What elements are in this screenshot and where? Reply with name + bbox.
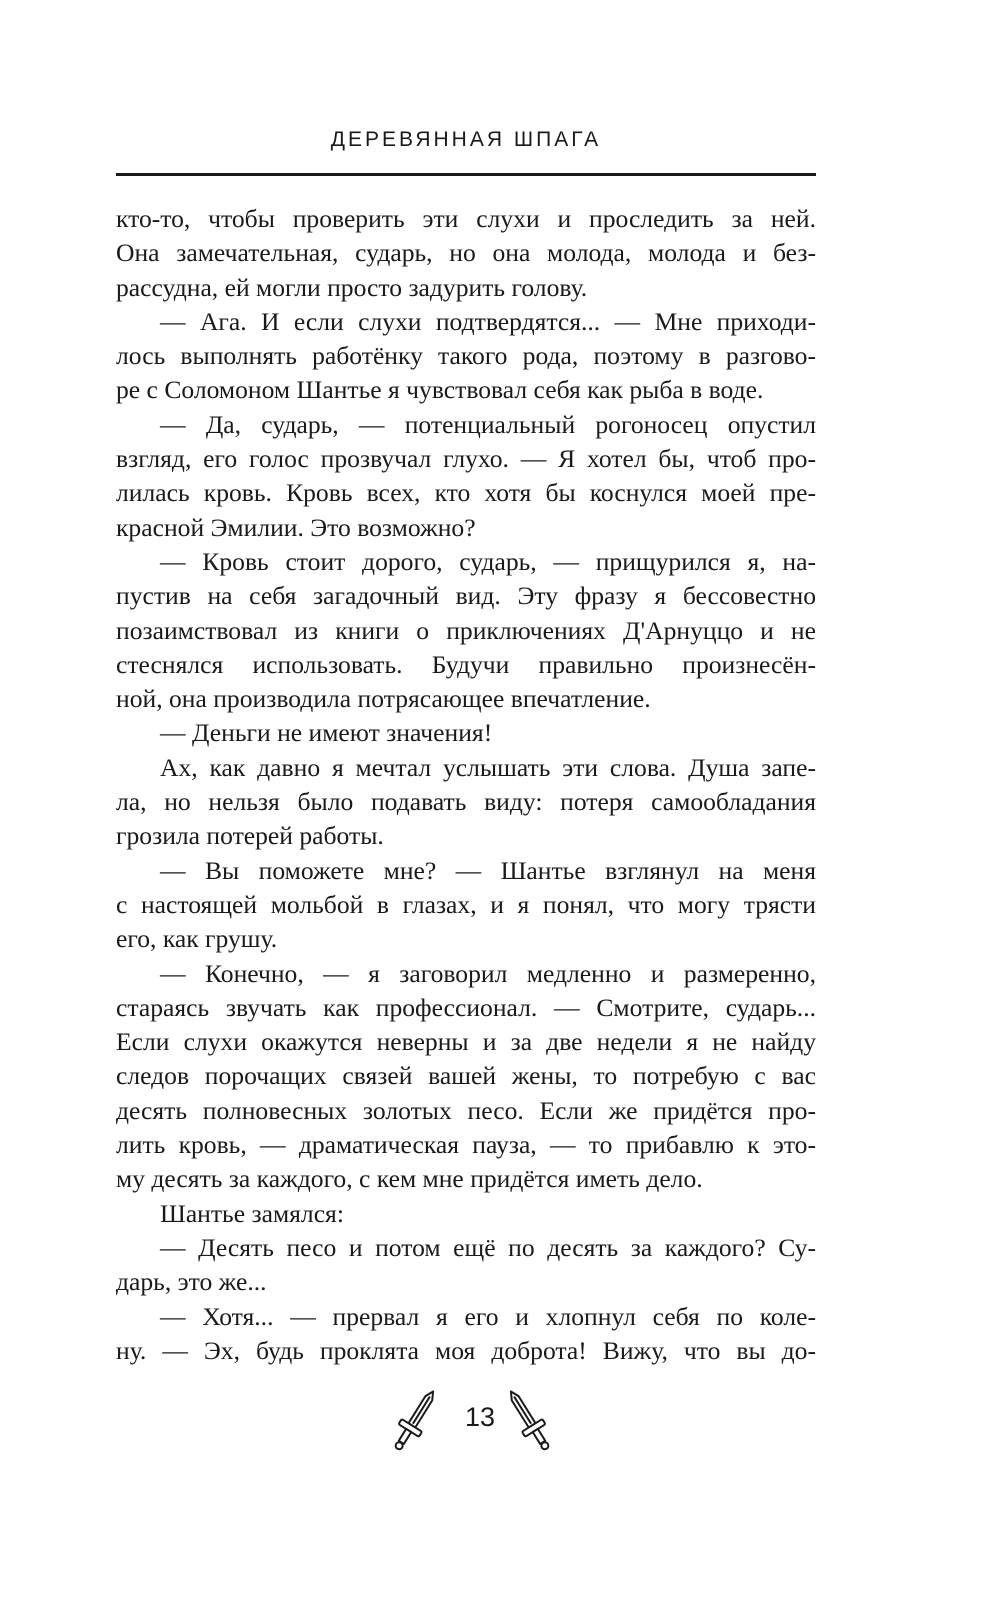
text-line: взгляд, его голос прозвучал глухо. — Я хотел бы, чтоб про-	[116, 444, 816, 474]
page-footer	[0, 1384, 1000, 1460]
text-line: кто-то, чтобы проверить эти слухи и проследить за ней.	[116, 204, 816, 233]
text-line: — Ага. И если слухи подтвердятся... — Мне приходи-	[160, 306, 816, 336]
body-text	[116, 202, 816, 1368]
text-line: стараясь звучать как профессионал. — Смотрите, сударь...	[116, 992, 816, 1022]
text-line: — Вы поможете мне? — Шантье взглянул на меня	[160, 855, 816, 885]
text-line: — Да, сударь, — потенциальный рогоносец опустил	[160, 409, 816, 439]
text-line: дарь, это же...	[116, 1267, 267, 1297]
text-line: ла, но нельзя было подавать виду: потеря самообладания	[116, 787, 816, 817]
text-line: — Деньги не имеют значения!	[160, 718, 493, 748]
running-head-title: ДЕРЕВЯННАЯ ШПАГА	[330, 128, 602, 151]
page-number: 13	[464, 1402, 496, 1432]
text-line: его, как грушу.	[116, 924, 278, 954]
text-line: — Десять песо и потом ещё по десять за каждого? Су-	[160, 1232, 816, 1262]
text-line: Если слухи окажутся неверны и за две недели я не найду	[116, 1027, 816, 1057]
wooden-sword-icon	[500, 1384, 560, 1460]
text-line: лилась кровь. Кровь всех, кто хотя бы коснулся моей пре-	[116, 478, 816, 508]
text-line: грозила потерей работы.	[116, 821, 384, 851]
text-line: ну. — Эх, будь проклята моя доброта! Вижу, что вы до-	[116, 1335, 816, 1365]
text-line: десять полновесных золотых песо. Если же придётся про-	[116, 1095, 816, 1125]
text-line: Она замечательная, сударь, но она молода, молода и без-	[116, 238, 816, 268]
wooden-sword-icon	[384, 1384, 444, 1460]
text-line: — Хотя... — прервал я его и хлопнул себя по коле-	[160, 1301, 816, 1331]
text-line: ре с Соломоном Шантье я чувствовал себя как рыба в воде.	[116, 375, 764, 405]
text-line: следов порочащих связей вашей жены, то потребую с вас	[116, 1061, 816, 1091]
text-line: ной, она производила потрясающее впечатление.	[116, 684, 651, 714]
header-rule	[116, 173, 816, 176]
text-line: — Кровь стоит дорого, сударь, — прищурился я, на-	[160, 546, 816, 576]
text-line: стеснялся использовать. Будучи правильно произнесён-	[116, 649, 816, 679]
text-line: пустив на себя загадочный вид. Эту фразу я бессовестно	[116, 581, 816, 611]
text-line: рассудна, ей могли просто задурить голову.	[116, 272, 588, 302]
text-line: Ах, как давно я мечтал услышать эти слова. Душа запе-	[160, 752, 816, 782]
text-line: лить кровь, — драматическая пауза, — то прибавлю к это-	[116, 1130, 816, 1160]
text-line: красной Эмилии. Это возможно?	[116, 512, 476, 542]
text-line: позаимствовал из книги о приключениях Д'Арнуццо и не	[116, 615, 816, 645]
text-line: — Конечно, — я заговорил медленно и размеренно,	[160, 958, 816, 988]
text-line: му десять за каждого, с кем мне придётся иметь дело.	[116, 1164, 703, 1194]
text-line: лось выполнять работёнку такого рода, поэтому в разгово-	[116, 341, 816, 371]
text-line: с настоящей мольбой в глазах, и я понял, что могу трясти	[116, 889, 816, 919]
text-line: Шантье замялся:	[160, 1198, 344, 1228]
